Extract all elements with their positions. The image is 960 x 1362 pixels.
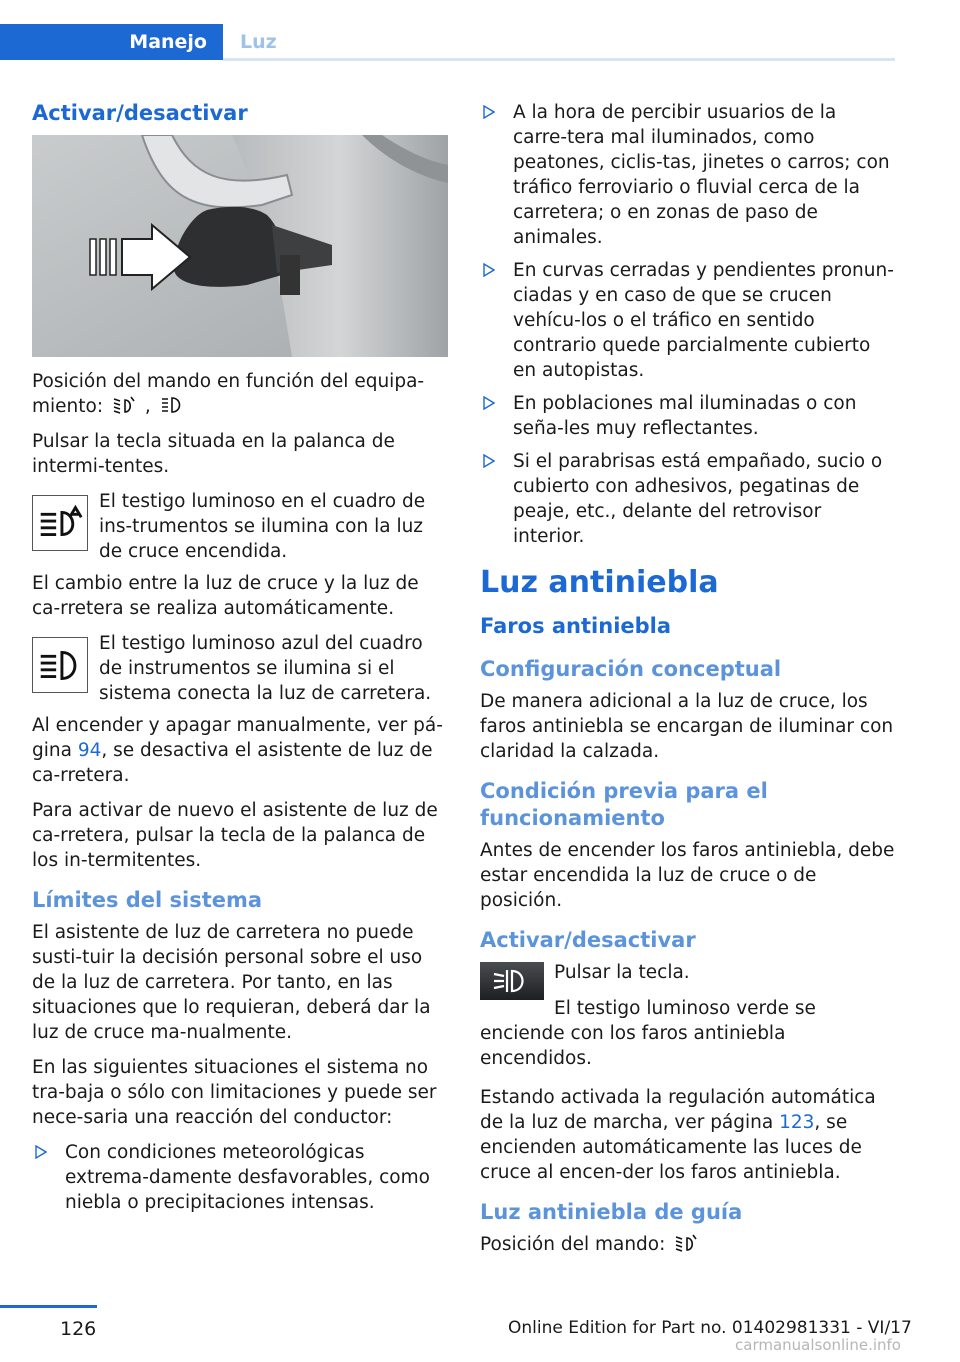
tab-underline (223, 58, 895, 61)
page-link-94[interactable]: 94 (77, 740, 102, 761)
triangle-bullet-icon (483, 263, 495, 277)
triangle-bullet-icon (483, 396, 495, 410)
fog-button-row (480, 960, 896, 1010)
list-item (480, 449, 896, 549)
tab-manejo[interactable] (0, 24, 223, 60)
heading-faros-antiniebla: Faros antiniebla (480, 614, 672, 638)
indicator-row-high-beam (32, 631, 448, 707)
bullet-text: A la hora de percibir usuarios de la carre-tera mal iluminados, como peatones, ciclis-tas, jinetes o carros; con tráfico ferroviario o fluvial cerca de la carretera; o en zonas de paso de animales. (513, 102, 890, 248)
page-link-123[interactable]: 123 (779, 1112, 815, 1133)
text-pulsar: Pulsar la tecla. (554, 962, 690, 983)
heading-activar-desactivar: Activar/desactivar (32, 101, 248, 125)
comma-text: , (144, 396, 151, 417)
bullet-text: Si el parabrisas está empañado, sucio o cubierto con adhesivos, pegatinas de peaje, etc., delante del retrovisor interior. (513, 451, 883, 547)
text-activar-nuevo: Para activar de nuevo el asistente de luz de ca-rretera, pulsar la tecla de la palanca de los in-termitentes. (32, 800, 438, 871)
text-cambio-automatico: El cambio entre la luz de cruce y la luz de ca-rretera se realiza automáticamente. (32, 573, 419, 619)
chapter-tabs (0, 24, 895, 62)
heading-condicion-previa: Condición previa para el funcionamiento (480, 779, 768, 830)
high-beam-assist-icon (112, 395, 136, 415)
text-posicion-guia (480, 1232, 896, 1257)
estando-text-a: Estando activada la regulación automática de la luz de marcha, ver página (480, 1087, 876, 1133)
text-regulacion-automatica (480, 1085, 896, 1185)
heading-configuracion: Configuración conceptual (480, 657, 782, 681)
text-pulsar-tecla: Pulsar la tecla situada en la palanca de intermi-tentes. (32, 431, 395, 477)
list-item (480, 258, 896, 383)
high-beam-assist-icon (674, 1233, 698, 1253)
text-testigo-azul: El testigo luminoso azul del cuadro de instrumentos se ilumina si el sistema conecta la luz de carretera. (99, 633, 432, 704)
text-configuracion: De manera adicional a la luz de cruce, los faros antiniebla se encargan de iluminar con claridad la calzada. (480, 691, 894, 762)
encender-text-a: Al encender y apagar manualmente, ver pá-gina (32, 715, 443, 761)
text-testigo-verde: El testigo luminoso verde se enciende con los faros antiniebla encendidos. (480, 998, 816, 1069)
list-item (480, 391, 896, 441)
posicion-text: Posición del mando en función del equipa-miento: (32, 371, 425, 417)
text-situaciones: En las siguientes situaciones el sistema no tra-baja o sólo con limitaciones y puede ser nece-saria una reacción del conductor: (32, 1057, 437, 1128)
tab-manejo-label: Manejo (129, 31, 207, 53)
posicion-guia-text: Posición del mando: (480, 1234, 666, 1255)
tab-luz[interactable]: Luz (240, 31, 277, 53)
heading-luz-antiniebla: Luz antiniebla (480, 565, 719, 600)
right-column (480, 100, 896, 1267)
bullet-list-right (480, 100, 896, 549)
bullet-text: En poblaciones mal iluminadas o con seña-les muy reflectantes. (513, 393, 857, 439)
triangle-bullet-icon (483, 105, 495, 119)
edition-text: Online Edition for Part no. 01402981331 - VI/17 (508, 1318, 912, 1338)
watermark: carmanualsonline.info (735, 1336, 901, 1354)
page-number: 126 (60, 1318, 97, 1340)
heading-luz-guia: Luz antiniebla de guía (480, 1200, 743, 1224)
estando-text-b: , se encienden automáticamente las luces de cruce al encen-der los faros antiniebla. (480, 1112, 862, 1183)
text-posicion-mando (32, 369, 448, 419)
heading-activar-antiniebla: Activar/desactivar (480, 928, 696, 952)
text-asistente-limites: El asistente de luz de carretera no puede susti-tuir la decisión personal sobre el uso de la luz de carretera. Por tanto, en las situaciones que lo requieran, deberá dar la luz de cruce ma-nualmente. (32, 922, 431, 1043)
bullet-text: En curvas cerradas y pendientes pronun-ciadas y en caso de que se crucen vehícu-los o el tráfico en sentido contrario quede parcialmente cubierto en autopistas. (513, 260, 894, 381)
list-item (480, 100, 896, 250)
bullet-list-left (32, 1140, 448, 1215)
footer-line (0, 1305, 97, 1308)
indicator-row-assist (32, 489, 448, 565)
left-column (32, 100, 448, 1225)
high-beam-indicator-icon (32, 637, 88, 693)
encender-text-b: , se desactiva el asistente de luz de ca-rretera. (32, 740, 433, 786)
lever-photo (32, 135, 448, 357)
triangle-bullet-icon (483, 454, 495, 468)
text-encender-manual (32, 713, 448, 788)
heading-limites-sistema: Límites del sistema (32, 888, 263, 912)
high-beam-assist-indicator-icon (32, 495, 88, 551)
high-beam-icon (160, 395, 184, 415)
bullet-text: Con condiciones meteorológicas extrema-damente desfavorables, como niebla o precipitaciones intensas. (65, 1142, 430, 1213)
text-condicion: Antes de encender los faros antiniebla, debe estar encendida la luz de cruce o de posición. (480, 840, 895, 911)
fog-light-button-icon[interactable] (480, 962, 544, 1000)
text-testigo-cruce: El testigo luminoso en el cuadro de ins-trumentos se ilumina con la luz de cruce encendida. (99, 491, 426, 562)
triangle-bullet-icon (35, 1145, 47, 1159)
list-item (32, 1140, 448, 1215)
